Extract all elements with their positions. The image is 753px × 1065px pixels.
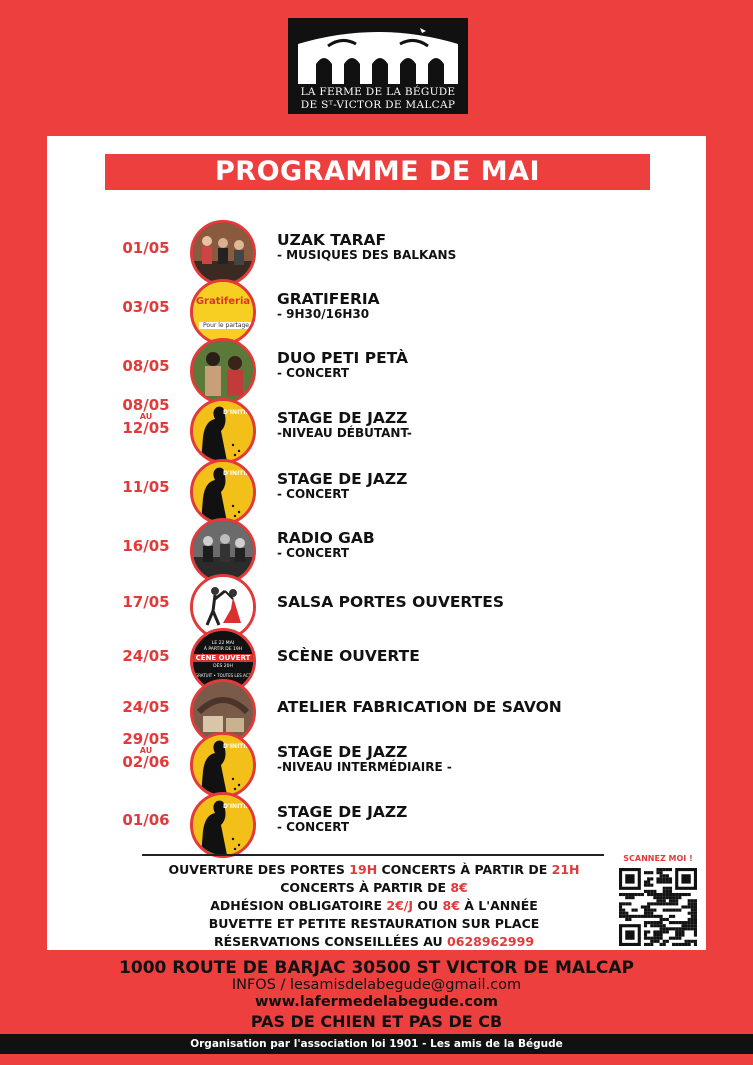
event-info xyxy=(277,647,697,665)
event-date: 24/05 xyxy=(122,647,170,665)
event-subtitle: - CONCERT xyxy=(277,820,350,834)
event-date: 01/05 xyxy=(122,239,170,257)
event-info xyxy=(277,349,697,380)
event-date: 17/05 xyxy=(122,593,170,611)
divider xyxy=(142,854,604,856)
date-start: 29/05 xyxy=(122,730,170,748)
info-line-price: CONCERTS À PARTIR DE 8€ xyxy=(280,880,468,895)
jazz-poster-icon: D'INITIA xyxy=(190,398,256,464)
event-subtitle: - MUSIQUES DES BALKANS xyxy=(277,248,457,262)
scan-label: SCANNEZ MOI ! xyxy=(623,854,693,863)
event-info xyxy=(277,529,697,560)
info-line-membership: ADHÉSION OBLIGATOIRE 2€/J OU 8€ À L'ANNÉE xyxy=(210,898,538,913)
event-subtitle: - CONCERT xyxy=(277,366,350,380)
info-line-booking: RÉSERVATIONS CONSEILLÉES AU 0628962999 xyxy=(213,934,535,949)
event-row xyxy=(47,332,706,396)
jazz-poster-icon: D'INITIA xyxy=(190,792,256,858)
event-row xyxy=(47,786,706,850)
event-title: DUO PETI PETÀ xyxy=(277,349,409,367)
event-title: RADIO GAB xyxy=(277,529,375,547)
date-end: 12/05 xyxy=(122,419,170,437)
date-end: 02/06 xyxy=(122,753,170,771)
organisation-bar: Organisation par l'association loi 1901 - Les amis de la Bégude xyxy=(0,1034,753,1054)
event-info xyxy=(277,593,697,611)
event-title: STAGE DE JAZZ xyxy=(277,409,408,427)
qr-code-icon[interactable] xyxy=(619,868,697,946)
address: 1000 ROUTE DE BARJAC 30500 ST VICTOR DE MALCAP xyxy=(119,958,634,978)
event-date: 03/05 xyxy=(122,298,170,316)
event-subtitle: - CONCERT xyxy=(277,487,350,501)
jazz-poster-icon: D'INITIA xyxy=(190,459,256,525)
website-link[interactable]: www.lafermedelabegude.com xyxy=(254,994,499,1010)
event-row xyxy=(47,512,706,576)
gratiferia-poster-icon: Gratiferia Pour le partage xyxy=(190,279,256,345)
info-line-opening: OUVERTURE DES PORTES 19H CONCERTS À PARTIR DE 21H xyxy=(168,862,580,877)
event-row xyxy=(47,273,706,337)
event-subtitle: - 9H30/16H30 xyxy=(277,307,370,321)
event-date: 11/05 xyxy=(122,478,170,496)
event-subtitle: -NIVEAU INTERMÉDIAIRE - xyxy=(277,760,452,774)
event-info xyxy=(277,290,697,321)
event-date xyxy=(107,398,185,436)
event-info xyxy=(277,743,697,774)
event-title: GRATIFERIA xyxy=(277,290,380,308)
date-au: AU xyxy=(139,746,153,755)
email-link[interactable]: INFOS / lesamisdelabegude@gmail.com xyxy=(231,977,522,993)
event-date: 08/05 xyxy=(122,357,170,375)
event-row xyxy=(47,453,706,517)
logo-line-1: LA FERME DE LA BÉGUDE xyxy=(300,86,456,98)
notice: PAS DE CHIEN ET PAS DE CB xyxy=(250,1012,503,1031)
event-row xyxy=(47,214,706,278)
arches-icon xyxy=(298,26,458,84)
event-info xyxy=(277,698,697,716)
date-au: AU xyxy=(139,412,153,421)
event-row xyxy=(47,726,706,790)
jazz-poster-icon: D'INITIA xyxy=(190,732,256,798)
event-date: 24/05 xyxy=(122,698,170,716)
event-date xyxy=(107,732,185,770)
event-date: 01/06 xyxy=(122,811,170,829)
event-title: SALSA PORTES OUVERTES xyxy=(277,593,504,611)
event-title: STAGE DE JAZZ xyxy=(277,803,408,821)
date-start: 08/05 xyxy=(122,396,170,414)
event-info xyxy=(277,470,697,501)
event-info xyxy=(277,409,697,440)
practical-info xyxy=(139,861,609,951)
logo xyxy=(288,18,468,114)
event-row xyxy=(47,392,706,456)
program-panel xyxy=(47,136,706,950)
page-title: PROGRAMME DE MAI xyxy=(105,154,650,190)
event-subtitle: -NIVEAU DÉBUTANT- xyxy=(277,426,412,440)
scene-ouverte-poster-icon: LE 22 MAI À PARTIR DE 19H CÈNE OUVERT DÈS 20H GRATUIT • TOUTES LES ACT xyxy=(190,628,256,694)
event-date: 16/05 xyxy=(122,537,170,555)
event-title: SCÈNE OUVERTE xyxy=(277,647,420,665)
event-title: STAGE DE JAZZ xyxy=(277,743,408,761)
event-title: STAGE DE JAZZ xyxy=(277,470,408,488)
event-title: UZAK TARAF xyxy=(277,231,387,249)
logo-line-2: DE Sᵀ-VICTOR DE MALCAP xyxy=(300,99,456,111)
info-line-bar: BUVETTE ET PETITE RESTAURATION SUR PLACE xyxy=(208,916,540,931)
event-subtitle: - CONCERT xyxy=(277,546,350,560)
event-info xyxy=(277,803,697,834)
event-info xyxy=(277,231,697,262)
event-title: ATELIER FABRICATION DE SAVON xyxy=(277,698,562,716)
